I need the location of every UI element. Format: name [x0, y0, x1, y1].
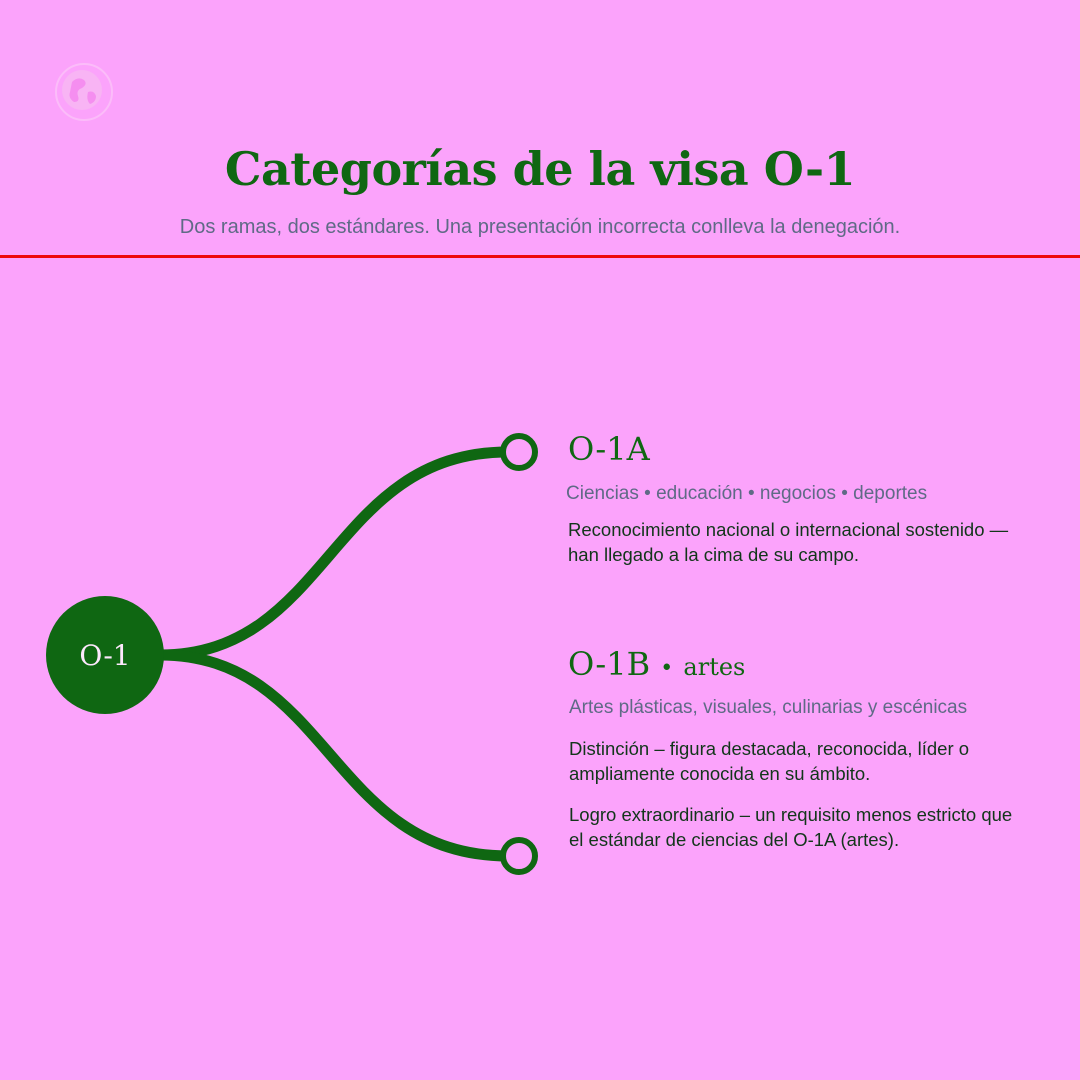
branch-title-subtitle: artes [683, 653, 746, 681]
connector-o1b [160, 655, 508, 856]
branch-tags-o1a: Ciencias • educación • negocios • deportes [566, 483, 928, 504]
branch-desc-o1b-2: Logro extraordinario – un requisito menos estricto que el estándar de ciencias del O-1A (artes). [569, 804, 1013, 850]
branch-desc-o1a: Reconocimiento nacional o internacional sostenido — han llegado a la cima de su campo. [568, 519, 1009, 565]
branch-title-separator: • [660, 656, 674, 681]
root-label: O-1 [79, 638, 131, 672]
node-o1a [503, 436, 535, 468]
page-title: Categorías de la visa O-1 [224, 142, 856, 196]
node-o1b [503, 840, 535, 872]
branch-title-o1b: O-1B • artes [568, 645, 746, 683]
connector-o1a [160, 452, 508, 655]
branch-tags-o1b: Artes plásticas, visuales, culinarias y escénicas [569, 697, 968, 718]
root-node [46, 596, 164, 714]
page-subtitle: Dos ramas, dos estándares. Una presentación incorrecta conlleva la denegación. [179, 216, 901, 238]
branch-title-o1a: O-1A [568, 430, 650, 468]
branch-desc-o1b-1: Distinción – figura destacada, reconocida, líder o ampliamente conocida en su ámbito. [569, 738, 970, 784]
